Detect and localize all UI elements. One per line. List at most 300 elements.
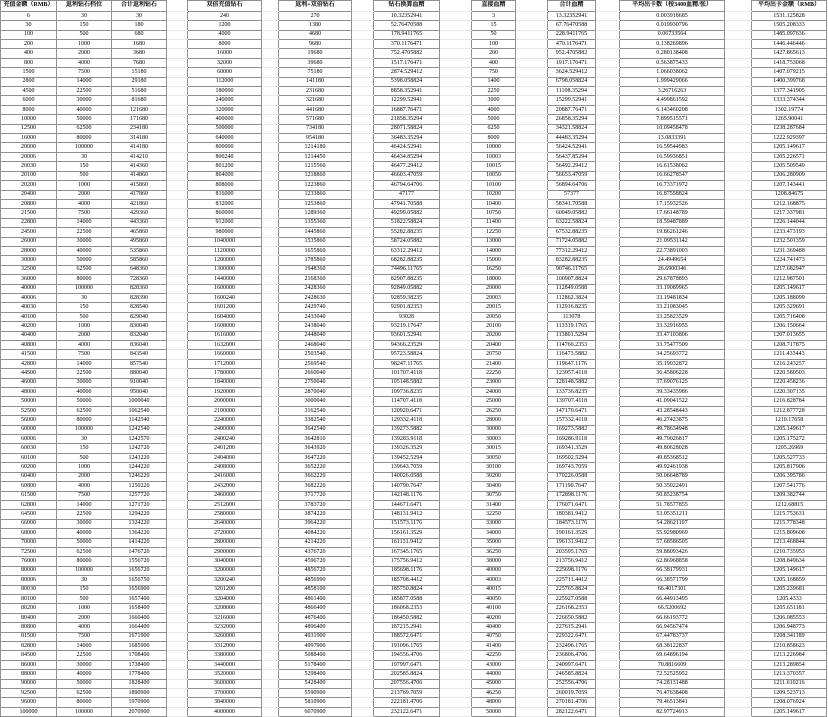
empty-cell[interactable] bbox=[352, 312, 374, 321]
cell-direct-blood-essence[interactable]: 43000 bbox=[472, 660, 516, 669]
empty-cell[interactable] bbox=[352, 388, 374, 397]
cell-rebate-plus-double-diamond[interactable]: 19680 bbox=[279, 49, 352, 58]
empty-cell[interactable] bbox=[596, 397, 620, 406]
cell-total-blood-essence[interactable]: 15299.52941 bbox=[548, 96, 596, 105]
cell-avg-cards-per-3400[interactable]: 68.38122837 bbox=[620, 642, 725, 651]
cell-diamond-to-blood-essence[interactable]: 194556.4706 bbox=[374, 651, 440, 660]
cell-avg-rmb-per-card[interactable]: 1208.84675 bbox=[752, 190, 827, 199]
column-header-recharge-amount[interactable]: 充值金额（RMB） bbox=[1, 1, 57, 12]
empty-cell[interactable] bbox=[352, 237, 374, 246]
cell-direct-blood-essence[interactable]: 15 bbox=[472, 21, 516, 30]
cell-avg-cards-per-3400[interactable]: 49.78634948 bbox=[620, 425, 725, 434]
cell-total-rebate-diamond[interactable]: 417860 bbox=[112, 190, 167, 199]
cell-avg-cards-per-3400[interactable]: 57.68586505 bbox=[620, 538, 725, 547]
cell-total-rebate-diamond[interactable]: 1250220 bbox=[112, 482, 167, 491]
cell-direct-blood-essence[interactable]: 10400 bbox=[472, 199, 516, 208]
cell-diamond-to-blood-essence[interactable]: 92901.82353 bbox=[374, 303, 440, 312]
cell-rebate-plus-double-diamond[interactable]: 3643920 bbox=[279, 444, 352, 453]
cell-total-rebate-diamond[interactable]: 81680 bbox=[112, 96, 167, 105]
empty-cell[interactable] bbox=[440, 538, 472, 547]
cell-rebate-plus-double-diamond[interactable]: 2433040 bbox=[279, 312, 352, 321]
cell-total-rebate-diamond[interactable]: 443360 bbox=[112, 218, 167, 227]
cell-recharge-amount[interactable]: 200 bbox=[1, 40, 57, 49]
cell-rebate-diamond-tier[interactable]: 2000 bbox=[57, 190, 112, 199]
cell-double-recharge-diamond[interactable]: 2580000 bbox=[188, 510, 262, 519]
cell-total-blood-essence[interactable]: 169502.5294 bbox=[548, 453, 596, 462]
empty-cell[interactable] bbox=[440, 397, 472, 406]
cell-double-recharge-diamond[interactable]: 800240 bbox=[188, 152, 262, 161]
cell-avg-cards-per-3400[interactable]: 33.21083045 bbox=[620, 303, 725, 312]
cell-direct-blood-essence[interactable]: 30750 bbox=[472, 491, 516, 500]
cell-direct-blood-essence[interactable]: 11400 bbox=[472, 218, 516, 227]
cell-avg-cards-per-3400[interactable]: 34.25693772 bbox=[620, 350, 725, 359]
cell-direct-blood-essence[interactable]: 31400 bbox=[472, 500, 516, 509]
cell-double-recharge-diamond[interactable]: 3840000 bbox=[188, 698, 262, 707]
cell-double-recharge-diamond[interactable]: 3700000 bbox=[188, 689, 262, 698]
column-header-direct-blood-essence[interactable]: 直接血精 bbox=[472, 1, 516, 12]
empty-cell[interactable] bbox=[516, 463, 548, 472]
cell-avg-rmb-per-card[interactable]: 1212.877728 bbox=[752, 406, 827, 415]
cell-recharge-amount[interactable]: 6000 bbox=[1, 96, 57, 105]
empty-cell[interactable] bbox=[725, 491, 752, 500]
cell-diamond-to-blood-essence[interactable]: 140026.0588 bbox=[374, 472, 440, 481]
cell-rebate-diamond-tier[interactable]: 30 bbox=[57, 576, 112, 585]
cell-avg-cards-per-3400[interactable]: 46.27423875 bbox=[620, 416, 725, 425]
empty-cell[interactable] bbox=[596, 341, 620, 350]
cell-recharge-amount[interactable]: 12500 bbox=[1, 124, 57, 133]
cell-diamond-to-blood-essence[interactable]: 82907.88235 bbox=[374, 275, 440, 284]
cell-direct-blood-essence[interactable]: 30400 bbox=[472, 482, 516, 491]
cell-recharge-amount[interactable]: 50000 bbox=[1, 397, 57, 406]
empty-cell[interactable] bbox=[516, 623, 548, 632]
cell-avg-cards-per-3400[interactable]: 39.33435986 bbox=[620, 388, 725, 397]
cell-total-blood-essence[interactable]: 56424.52941 bbox=[548, 143, 596, 152]
cell-rebate-plus-double-diamond[interactable]: 2870040 bbox=[279, 388, 352, 397]
cell-avg-cards-per-3400[interactable]: 55.92980969 bbox=[620, 529, 725, 538]
cell-avg-cards-per-3400[interactable]: 16.66278547 bbox=[620, 171, 725, 180]
cell-avg-rmb-per-card[interactable]: 1205.149617 bbox=[752, 707, 827, 716]
cell-direct-blood-essence[interactable]: 25000 bbox=[472, 397, 516, 406]
empty-cell[interactable] bbox=[516, 378, 548, 387]
empty-cell[interactable] bbox=[725, 519, 752, 528]
cell-rebate-plus-double-diamond[interactable]: 1380 bbox=[279, 21, 352, 30]
cell-diamond-to-blood-essence[interactable]: 1517.176471 bbox=[374, 58, 440, 67]
empty-cell[interactable] bbox=[352, 689, 374, 698]
cell-rebate-diamond-tier[interactable]: 100000 bbox=[57, 143, 112, 152]
cell-total-blood-essence[interactable]: 213756.9412 bbox=[548, 557, 596, 566]
cell-rebate-diamond-tier[interactable]: 30000 bbox=[57, 237, 112, 246]
cell-double-recharge-diamond[interactable]: 1040000 bbox=[188, 237, 262, 246]
empty-cell[interactable] bbox=[262, 237, 279, 246]
cell-double-recharge-diamond[interactable]: 1604000 bbox=[188, 312, 262, 321]
cell-rebate-diamond-tier[interactable]: 7500 bbox=[57, 491, 112, 500]
cell-direct-blood-essence[interactable]: 20003 bbox=[472, 293, 516, 302]
cell-rebate-plus-double-diamond[interactable]: 2428630 bbox=[279, 293, 352, 302]
cell-diamond-to-blood-essence[interactable]: 47177 bbox=[374, 190, 440, 199]
cell-double-recharge-diamond[interactable]: 2900000 bbox=[188, 547, 262, 556]
empty-cell[interactable] bbox=[262, 500, 279, 509]
cell-total-blood-essence[interactable]: 184573.1176 bbox=[548, 519, 596, 528]
empty-cell[interactable] bbox=[516, 359, 548, 368]
cell-rebate-diamond-tier[interactable]: 100000 bbox=[57, 566, 112, 575]
cell-avg-rmb-per-card[interactable]: 1212.168875 bbox=[752, 199, 827, 208]
empty-cell[interactable] bbox=[725, 632, 752, 641]
empty-cell[interactable] bbox=[262, 491, 279, 500]
empty-cell[interactable] bbox=[352, 435, 374, 444]
cell-direct-blood-essence[interactable]: 50000 bbox=[472, 707, 516, 716]
cell-recharge-amount[interactable]: 52500 bbox=[1, 406, 57, 415]
empty-cell[interactable] bbox=[440, 265, 472, 274]
empty-cell[interactable] bbox=[596, 406, 620, 415]
empty-cell[interactable] bbox=[596, 237, 620, 246]
empty-cell[interactable] bbox=[596, 246, 620, 255]
empty-cell[interactable] bbox=[167, 68, 188, 77]
empty-cell[interactable] bbox=[262, 444, 279, 453]
cell-rebate-plus-double-diamond[interactable]: 1214450 bbox=[279, 152, 352, 161]
cell-rebate-plus-double-diamond[interactable]: 2503540 bbox=[279, 350, 352, 359]
empty-cell[interactable] bbox=[596, 105, 620, 114]
empty-cell[interactable] bbox=[596, 115, 620, 124]
cell-recharge-amount[interactable]: 6 bbox=[1, 11, 57, 20]
empty-cell[interactable] bbox=[725, 58, 752, 67]
cell-rebate-plus-double-diamond[interactable]: 5810900 bbox=[279, 698, 352, 707]
empty-cell[interactable] bbox=[725, 444, 752, 453]
cell-rebate-plus-double-diamond[interactable]: 321680 bbox=[279, 96, 352, 105]
empty-cell[interactable] bbox=[262, 199, 279, 208]
cell-recharge-amount[interactable]: 30000 bbox=[1, 256, 57, 265]
empty-cell[interactable] bbox=[440, 77, 472, 86]
cell-rebate-diamond-tier[interactable]: 4000 bbox=[57, 482, 112, 491]
empty-cell[interactable] bbox=[352, 68, 374, 77]
cell-recharge-amount[interactable]: 48000 bbox=[1, 388, 57, 397]
empty-cell[interactable] bbox=[440, 679, 472, 688]
cell-rebate-plus-double-diamond[interactable]: 4866400 bbox=[279, 604, 352, 613]
cell-total-blood-essence[interactable]: 147170.6471 bbox=[548, 406, 596, 415]
empty-cell[interactable] bbox=[516, 698, 548, 707]
empty-cell[interactable] bbox=[596, 444, 620, 453]
empty-cell[interactable] bbox=[167, 425, 188, 434]
cell-total-blood-essence[interactable]: 100907.8824 bbox=[548, 275, 596, 284]
cell-diamond-to-blood-essence[interactable]: 120920.6471 bbox=[374, 406, 440, 415]
cell-avg-cards-per-3400[interactable]: 69.64896194 bbox=[620, 651, 725, 660]
cell-rebate-diamond-tier[interactable]: 1000 bbox=[57, 322, 112, 331]
cell-diamond-to-blood-essence[interactable]: 186068.2353 bbox=[374, 604, 440, 613]
cell-avg-rmb-per-card[interactable]: 1215.809608 bbox=[752, 529, 827, 538]
empty-cell[interactable] bbox=[167, 651, 188, 660]
empty-cell[interactable] bbox=[167, 322, 188, 331]
empty-cell[interactable] bbox=[596, 482, 620, 491]
empty-cell[interactable] bbox=[262, 171, 279, 180]
cell-total-rebate-diamond[interactable]: 828360 bbox=[112, 284, 167, 293]
cell-total-rebate-diamond[interactable]: 29180 bbox=[112, 77, 167, 86]
cell-total-rebate-diamond[interactable]: 829040 bbox=[112, 312, 167, 321]
empty-cell[interactable] bbox=[352, 30, 374, 39]
cell-rebate-plus-double-diamond[interactable]: 1223860 bbox=[279, 181, 352, 190]
empty-cell[interactable] bbox=[516, 416, 548, 425]
empty-cell[interactable] bbox=[352, 341, 374, 350]
cell-double-recharge-diamond[interactable]: 2408000 bbox=[188, 463, 262, 472]
empty-cell[interactable] bbox=[262, 670, 279, 679]
empty-cell[interactable] bbox=[440, 115, 472, 124]
cell-total-blood-essence[interactable]: 157332.4118 bbox=[548, 416, 596, 425]
empty-cell[interactable] bbox=[352, 707, 374, 716]
empty-cell[interactable] bbox=[167, 444, 188, 453]
cell-diamond-to-blood-essence[interactable]: 207556.4706 bbox=[374, 679, 440, 688]
empty-cell[interactable] bbox=[167, 463, 188, 472]
cell-diamond-to-blood-essence[interactable]: 21858.35294 bbox=[374, 115, 440, 124]
cell-rebate-plus-double-diamond[interactable]: 2428360 bbox=[279, 284, 352, 293]
empty-cell[interactable] bbox=[262, 350, 279, 359]
empty-cell[interactable] bbox=[725, 397, 752, 406]
empty-cell[interactable] bbox=[352, 604, 374, 613]
empty-cell[interactable] bbox=[725, 265, 752, 274]
cell-avg-rmb-per-card[interactable]: 1213.226984 bbox=[752, 651, 827, 660]
cell-avg-cards-per-3400[interactable]: 17.66148789 bbox=[620, 209, 725, 218]
cell-total-blood-essence[interactable]: 169341.3529 bbox=[548, 444, 596, 453]
cell-recharge-amount[interactable]: 800 bbox=[1, 58, 57, 67]
empty-cell[interactable] bbox=[352, 594, 374, 603]
empty-cell[interactable] bbox=[596, 463, 620, 472]
empty-cell[interactable] bbox=[262, 322, 279, 331]
empty-cell[interactable] bbox=[440, 105, 472, 114]
cell-rebate-plus-double-diamond[interactable]: 4856720 bbox=[279, 566, 352, 575]
empty-cell[interactable] bbox=[262, 162, 279, 171]
empty-cell[interactable] bbox=[262, 529, 279, 538]
empty-cell[interactable] bbox=[516, 96, 548, 105]
cell-double-recharge-diamond[interactable]: 3380000 bbox=[188, 651, 262, 660]
empty-cell[interactable] bbox=[596, 228, 620, 237]
empty-cell[interactable] bbox=[352, 566, 374, 575]
cell-recharge-amount[interactable]: 40200 bbox=[1, 322, 57, 331]
empty-cell[interactable] bbox=[725, 30, 752, 39]
cell-avg-rmb-per-card[interactable]: 1205.716408 bbox=[752, 312, 827, 321]
cell-recharge-amount[interactable]: 22800 bbox=[1, 218, 57, 227]
empty-cell[interactable] bbox=[440, 547, 472, 556]
empty-cell[interactable] bbox=[440, 21, 472, 30]
cell-rebate-diamond-tier[interactable]: 1000 bbox=[57, 604, 112, 613]
empty-cell[interactable] bbox=[352, 425, 374, 434]
cell-double-recharge-diamond[interactable]: 1120000 bbox=[188, 246, 262, 255]
cell-rebate-diamond-tier[interactable]: 4000 bbox=[57, 58, 112, 67]
cell-recharge-amount[interactable]: 64500 bbox=[1, 510, 57, 519]
cell-total-rebate-diamond[interactable]: 1271720 bbox=[112, 500, 167, 509]
cell-double-recharge-diamond[interactable]: 808000 bbox=[188, 181, 262, 190]
empty-cell[interactable] bbox=[725, 707, 752, 716]
cell-recharge-amount[interactable]: 20000 bbox=[1, 143, 57, 152]
cell-avg-rmb-per-card[interactable]: 1205.4333 bbox=[752, 594, 827, 603]
empty-cell[interactable] bbox=[352, 632, 374, 641]
empty-cell[interactable] bbox=[596, 49, 620, 58]
cell-direct-blood-essence[interactable]: 1400 bbox=[472, 77, 516, 86]
empty-cell[interactable] bbox=[596, 670, 620, 679]
cell-diamond-to-blood-essence[interactable]: 185698.1176 bbox=[374, 566, 440, 575]
cell-rebate-diamond-tier[interactable]: 150 bbox=[57, 162, 112, 171]
empty-cell[interactable] bbox=[440, 510, 472, 519]
empty-cell[interactable] bbox=[262, 228, 279, 237]
cell-total-blood-essence[interactable]: 83282.88235 bbox=[548, 256, 596, 265]
empty-cell[interactable] bbox=[262, 660, 279, 669]
empty-cell[interactable] bbox=[596, 435, 620, 444]
empty-cell[interactable] bbox=[352, 77, 374, 86]
empty-cell[interactable] bbox=[352, 444, 374, 453]
empty-cell[interactable] bbox=[516, 585, 548, 594]
column-header-avg-rmb-per-card[interactable]: 平均出卡金额（RMB） bbox=[752, 1, 827, 12]
cell-avg-cards-per-3400[interactable]: 66.44913495 bbox=[620, 594, 725, 603]
empty-cell[interactable] bbox=[262, 453, 279, 462]
empty-cell[interactable] bbox=[352, 115, 374, 124]
cell-avg-rmb-per-card[interactable]: 1333.374344 bbox=[752, 96, 827, 105]
cell-avg-cards-per-3400[interactable]: 29.67878893 bbox=[620, 275, 725, 284]
cell-double-recharge-diamond[interactable]: 3200240 bbox=[188, 576, 262, 585]
cell-direct-blood-essence[interactable]: 10050 bbox=[472, 171, 516, 180]
cell-avg-rmb-per-card[interactable]: 1220.458236 bbox=[752, 378, 827, 387]
cell-recharge-amount[interactable]: 70000 bbox=[1, 538, 57, 547]
cell-rebate-plus-double-diamond[interactable]: 2660040 bbox=[279, 369, 352, 378]
empty-cell[interactable] bbox=[352, 134, 374, 143]
cell-direct-blood-essence[interactable]: 20200 bbox=[472, 331, 516, 340]
empty-cell[interactable] bbox=[440, 181, 472, 190]
cell-rebate-diamond-tier[interactable]: 7500 bbox=[57, 209, 112, 218]
empty-cell[interactable] bbox=[516, 11, 548, 20]
cell-total-rebate-diamond[interactable]: 1246220 bbox=[112, 472, 167, 481]
empty-cell[interactable] bbox=[352, 124, 374, 133]
cell-avg-cards-per-3400[interactable]: 21.09531142 bbox=[620, 237, 725, 246]
cell-double-recharge-diamond[interactable]: 2460000 bbox=[188, 491, 262, 500]
empty-cell[interactable] bbox=[596, 350, 620, 359]
cell-avg-rmb-per-card[interactable]: 1210.17658 bbox=[752, 416, 827, 425]
cell-total-blood-essence[interactable]: 203595.1765 bbox=[548, 547, 596, 556]
cell-rebate-plus-double-diamond[interactable]: 4896400 bbox=[279, 623, 352, 632]
empty-cell[interactable] bbox=[596, 604, 620, 613]
cell-direct-blood-essence[interactable]: 10200 bbox=[472, 190, 516, 199]
empty-cell[interactable] bbox=[440, 707, 472, 716]
empty-cell[interactable] bbox=[596, 143, 620, 152]
cell-diamond-to-blood-essence[interactable]: 232122.6471 bbox=[374, 707, 440, 716]
cell-double-recharge-diamond[interactable]: 2512000 bbox=[188, 500, 262, 509]
cell-avg-rmb-per-card[interactable]: 1209.382744 bbox=[752, 491, 827, 500]
empty-cell[interactable] bbox=[352, 40, 374, 49]
cell-recharge-amount[interactable]: 400 bbox=[1, 49, 57, 58]
cell-diamond-to-blood-essence[interactable]: 58724.05882 bbox=[374, 237, 440, 246]
cell-total-blood-essence[interactable]: 225765.8824 bbox=[548, 585, 596, 594]
empty-cell[interactable] bbox=[596, 566, 620, 575]
cell-total-blood-essence[interactable]: 56437.85294 bbox=[548, 152, 596, 161]
cell-direct-blood-essence[interactable]: 30200 bbox=[472, 472, 516, 481]
cell-rebate-diamond-tier[interactable]: 7500 bbox=[57, 350, 112, 359]
empty-cell[interactable] bbox=[725, 275, 752, 284]
cell-rebate-plus-double-diamond[interactable]: 141180 bbox=[279, 77, 352, 86]
cell-total-rebate-diamond[interactable]: 1660400 bbox=[112, 613, 167, 622]
empty-cell[interactable] bbox=[596, 576, 620, 585]
empty-cell[interactable] bbox=[516, 68, 548, 77]
empty-cell[interactable] bbox=[440, 604, 472, 613]
cell-recharge-amount[interactable]: 24500 bbox=[1, 228, 57, 237]
empty-cell[interactable] bbox=[440, 482, 472, 491]
cell-rebate-diamond-tier[interactable]: 100000 bbox=[57, 284, 112, 293]
cell-direct-blood-essence[interactable]: 38000 bbox=[472, 557, 516, 566]
cell-rebate-plus-double-diamond[interactable]: 1253860 bbox=[279, 199, 352, 208]
empty-cell[interactable] bbox=[516, 425, 548, 434]
cell-diamond-to-blood-essence[interactable]: 167345.1765 bbox=[374, 547, 440, 556]
cell-avg-cards-per-3400[interactable]: 24.4949654 bbox=[620, 256, 725, 265]
cell-total-rebate-diamond[interactable]: 1242540 bbox=[112, 425, 167, 434]
cell-rebate-plus-double-diamond[interactable]: 1233860 bbox=[279, 190, 352, 199]
empty-cell[interactable] bbox=[516, 529, 548, 538]
cell-total-rebate-diamond[interactable]: 7680 bbox=[112, 58, 167, 67]
empty-cell[interactable] bbox=[262, 331, 279, 340]
cell-rebate-diamond-tier[interactable]: 50000 bbox=[57, 115, 112, 124]
cell-rebate-plus-double-diamond[interactable]: 270 bbox=[279, 11, 352, 20]
cell-diamond-to-blood-essence[interactable]: 187215.2941 bbox=[374, 623, 440, 632]
empty-cell[interactable] bbox=[167, 265, 188, 274]
cell-avg-cards-per-3400[interactable]: 0.138269896 bbox=[620, 40, 725, 49]
cell-double-recharge-diamond[interactable]: 804000 bbox=[188, 171, 262, 180]
cell-total-rebate-diamond[interactable]: 1243220 bbox=[112, 453, 167, 462]
cell-avg-rmb-per-card[interactable]: 1213.370357 bbox=[752, 670, 827, 679]
empty-cell[interactable] bbox=[352, 87, 374, 96]
cell-avg-cards-per-3400[interactable]: 66.4017301 bbox=[620, 585, 725, 594]
cell-rebate-plus-double-diamond[interactable]: 39680 bbox=[279, 58, 352, 67]
cell-direct-blood-essence[interactable]: 30050 bbox=[472, 453, 516, 462]
cell-avg-cards-per-3400[interactable]: 26.6900346 bbox=[620, 265, 725, 274]
cell-diamond-to-blood-essence[interactable]: 139273.5882 bbox=[374, 425, 440, 434]
empty-cell[interactable] bbox=[167, 49, 188, 58]
empty-cell[interactable] bbox=[262, 275, 279, 284]
cell-total-blood-essence[interactable]: 123957.4118 bbox=[548, 369, 596, 378]
cell-recharge-amount[interactable]: 80100 bbox=[1, 594, 57, 603]
cell-avg-rmb-per-card[interactable]: 1213.289854 bbox=[752, 660, 827, 669]
empty-cell[interactable] bbox=[167, 604, 188, 613]
column-header-total-rebate-diamond[interactable]: 合计返利钻石 bbox=[112, 1, 167, 12]
empty-cell[interactable] bbox=[167, 303, 188, 312]
cell-avg-rmb-per-card[interactable]: 1205.149617 bbox=[752, 143, 827, 152]
empty-cell[interactable] bbox=[725, 134, 752, 143]
empty-cell[interactable] bbox=[440, 425, 472, 434]
cell-recharge-amount[interactable]: 66000 bbox=[1, 519, 57, 528]
empty-cell[interactable] bbox=[725, 594, 752, 603]
cell-recharge-amount[interactable]: 26000 bbox=[1, 237, 57, 246]
cell-avg-rmb-per-card[interactable]: 1205.149617 bbox=[752, 284, 827, 293]
empty-cell[interactable] bbox=[167, 199, 188, 208]
empty-cell[interactable] bbox=[596, 322, 620, 331]
empty-cell[interactable] bbox=[262, 105, 279, 114]
empty-cell[interactable] bbox=[516, 312, 548, 321]
empty-cell[interactable] bbox=[440, 134, 472, 143]
cell-total-rebate-diamond[interactable]: 648360 bbox=[112, 265, 167, 274]
cell-avg-cards-per-3400[interactable]: 16.61538062 bbox=[620, 162, 725, 171]
cell-double-recharge-diamond[interactable]: 2000000 bbox=[188, 397, 262, 406]
empty-cell[interactable] bbox=[516, 322, 548, 331]
cell-direct-blood-essence[interactable]: 20100 bbox=[472, 322, 516, 331]
cell-direct-blood-essence[interactable]: 46250 bbox=[472, 689, 516, 698]
cell-total-blood-essence[interactable]: 282122.6471 bbox=[548, 707, 596, 716]
cell-rebate-diamond-tier[interactable]: 150 bbox=[57, 444, 112, 453]
empty-cell[interactable] bbox=[725, 698, 752, 707]
empty-cell[interactable] bbox=[167, 660, 188, 669]
empty-cell[interactable] bbox=[262, 472, 279, 481]
cell-diamond-to-blood-essence[interactable]: 55282.88235 bbox=[374, 228, 440, 237]
empty-cell[interactable] bbox=[596, 491, 620, 500]
empty-cell[interactable] bbox=[352, 143, 374, 152]
cell-double-recharge-diamond[interactable]: 2240000 bbox=[188, 416, 262, 425]
cell-avg-rmb-per-card[interactable]: 1407.079215 bbox=[752, 68, 827, 77]
cell-total-blood-essence[interactable]: 196131.9412 bbox=[548, 538, 596, 547]
cell-avg-cards-per-3400[interactable]: 17.15932526 bbox=[620, 199, 725, 208]
cell-total-rebate-diamond[interactable]: 1671900 bbox=[112, 632, 167, 641]
cell-avg-cards-per-3400[interactable]: 36.45806228 bbox=[620, 369, 725, 378]
cell-rebate-plus-double-diamond[interactable]: 3964220 bbox=[279, 519, 352, 528]
cell-total-blood-essence[interactable]: 133736.8235 bbox=[548, 388, 596, 397]
